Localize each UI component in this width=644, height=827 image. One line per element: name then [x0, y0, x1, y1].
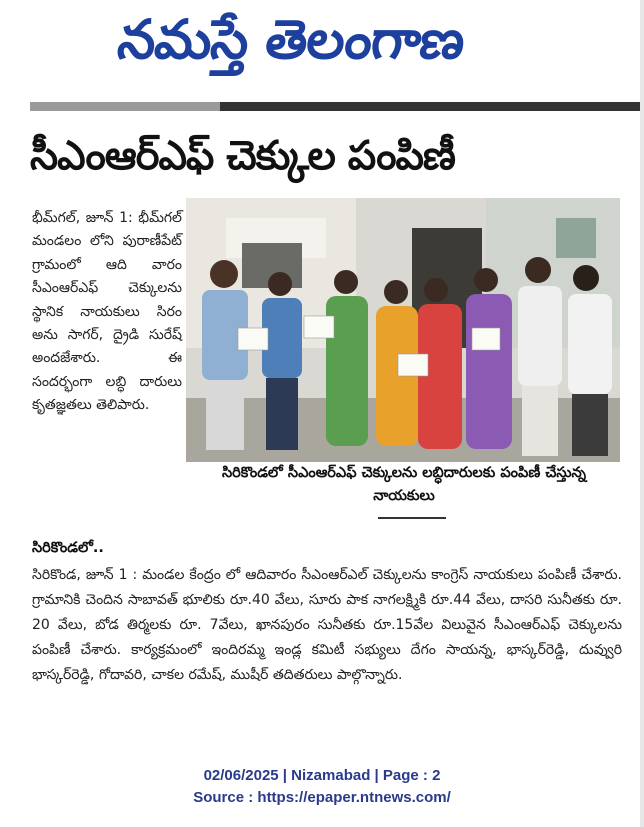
second-story-subhead: సిరికొండలో.. — [32, 540, 104, 556]
news-photo-illustration — [186, 198, 620, 462]
second-story-text: సిరికొండ, జూన్ 1 : మండల కేంద్రం లో ఆదివారం సీఎంఆర్ఎల్ చెక్కులను కాంగ్రెస్ నాయకులు పంపిణీ చేశారు. గ్రామానికి చెందిన సాబావత్ భూలికు రూ.40 వేలు, సూరు పాక నాగలక్ష్మికి రూ.44 వేలు, దాసరి సునీతకు రూ. 20 వేలు, బోడ తిర్మలకు రూ. 7వేలు, ఖానపురం సునీతకు రూ.15వేల విలువైన సీఎంఆర్ఎఫ్ చెక్కులను పంపిణీ చేశారు. కార్యక్రమంలో ఇందిరమ్మ ఇండ్ల కమిటీ సభ్యులు దేగం సాయన్న, భాస్కర్‌రెడ్డి, దువ్వురి భాస్కర్‌రెడ్డి, గోదావరి, చాకల రమేష్, ముషీర్ తదితరులు పాల్గొన్నారు. — [32, 567, 622, 683]
article-headline: సీఎంఆర్ఎఫ్ చెక్కుల పంపిణీ — [30, 133, 455, 179]
photo-caption: సిరికొండలో సీఎంఆర్ఎఫ్ చెక్కులను లబ్ధిదారులకు పంపిణీ చేస్తున్న నాయకులు — [221, 465, 587, 504]
footer-source-link[interactable]: Source : https://epaper.ntnews.com/ — [193, 789, 451, 806]
footer-date-edition: 02/06/2025 | Nizamabad | Page : 2 — [203, 767, 441, 784]
caption-rule — [378, 517, 446, 519]
article-lead-text: భీమ్‌గల్, జూన్ 1: భీమ్‌గల్ మండలం లోని పురాణీపేట్ గ్రామంలో ఆది వారం సీఎంఆర్ఎఫ్ చెక్కులను స్థానిక నాయకులు సిరం అను సాగర్, ద్రైడి సురేష్ అందజేశారు. ఈ సందర్భంగా లబ్ధి దారులు కృతజ్ఞతలు తెలిపారు. — [32, 210, 182, 414]
scrollbar[interactable] — [640, 0, 644, 827]
article-left-column — [32, 207, 182, 418]
page-footer — [0, 765, 644, 809]
second-story-body — [32, 563, 622, 688]
news-photo — [186, 198, 620, 462]
masthead-rule-accent — [30, 102, 220, 111]
masthead-logo: నమస్తే తెలంగాణ — [114, 8, 468, 71]
